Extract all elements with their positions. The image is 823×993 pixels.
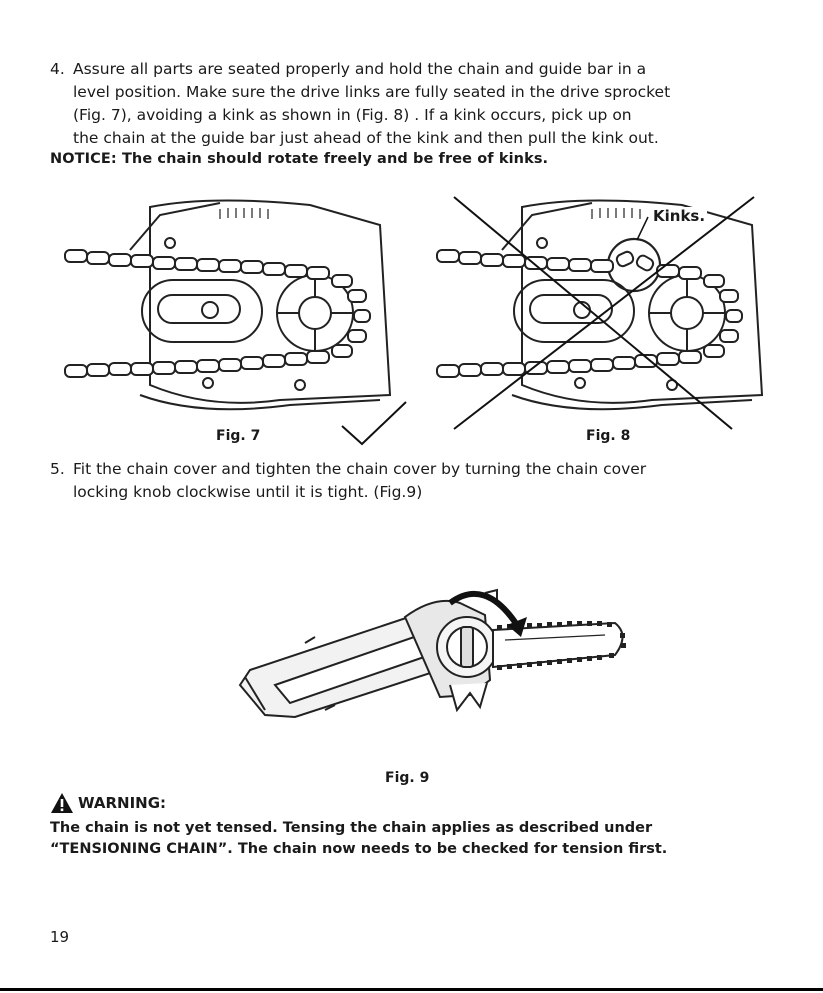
warning-title: WARNING:	[78, 794, 167, 812]
step-4	[50, 58, 790, 150]
step-4-line: the chain at the guide bar just ahead of the kink and then pull the kink out.	[73, 129, 659, 147]
step-5-number: 5.	[50, 460, 65, 478]
step-5	[50, 458, 790, 504]
page-number: 19	[50, 928, 70, 946]
warning-triangle-icon	[50, 792, 74, 814]
fig7-illustration	[60, 195, 400, 420]
step-4-text	[73, 58, 790, 150]
step-4-line: level position. Make sure the drive links are fully seated in the drive sprocket	[73, 83, 671, 101]
fig8-illustration	[432, 195, 772, 430]
step-5-text	[73, 458, 790, 504]
warning-text	[50, 818, 667, 860]
step-4-number: 4.	[50, 60, 65, 78]
step-4-line: Assure all parts are seated properly and hold the chain and guide bar in a	[73, 60, 647, 78]
fig9-label: Fig. 9	[385, 770, 430, 786]
checkmark-icon	[340, 398, 410, 448]
warning-line: “TENSIONING CHAIN”. The chain now needs to be checked for tension first.	[50, 841, 668, 857]
fig8-label: Fig. 8	[586, 428, 631, 444]
fig7-label: Fig. 7	[216, 428, 261, 444]
fig8-callout: Kinks.	[653, 207, 706, 225]
warning-line: The chain is not yet tensed. Tensing the chain applies as described under	[50, 820, 653, 836]
step-4-line: (Fig. 7), avoiding a kink as shown in (Fig. 8) . If a kink occurs, pick up on	[73, 106, 632, 124]
notice-text: NOTICE: The chain should rotate freely and be free of kinks.	[50, 151, 549, 167]
step-5-line: Fit the chain cover and tighten the chain cover by turning the chain cover	[73, 460, 647, 478]
step-5-line: locking knob clockwise until it is tight. (Fig.9)	[73, 483, 423, 501]
page-bottom-rule	[0, 988, 823, 991]
warning-heading	[50, 792, 166, 814]
fig9-illustration	[235, 585, 635, 725]
